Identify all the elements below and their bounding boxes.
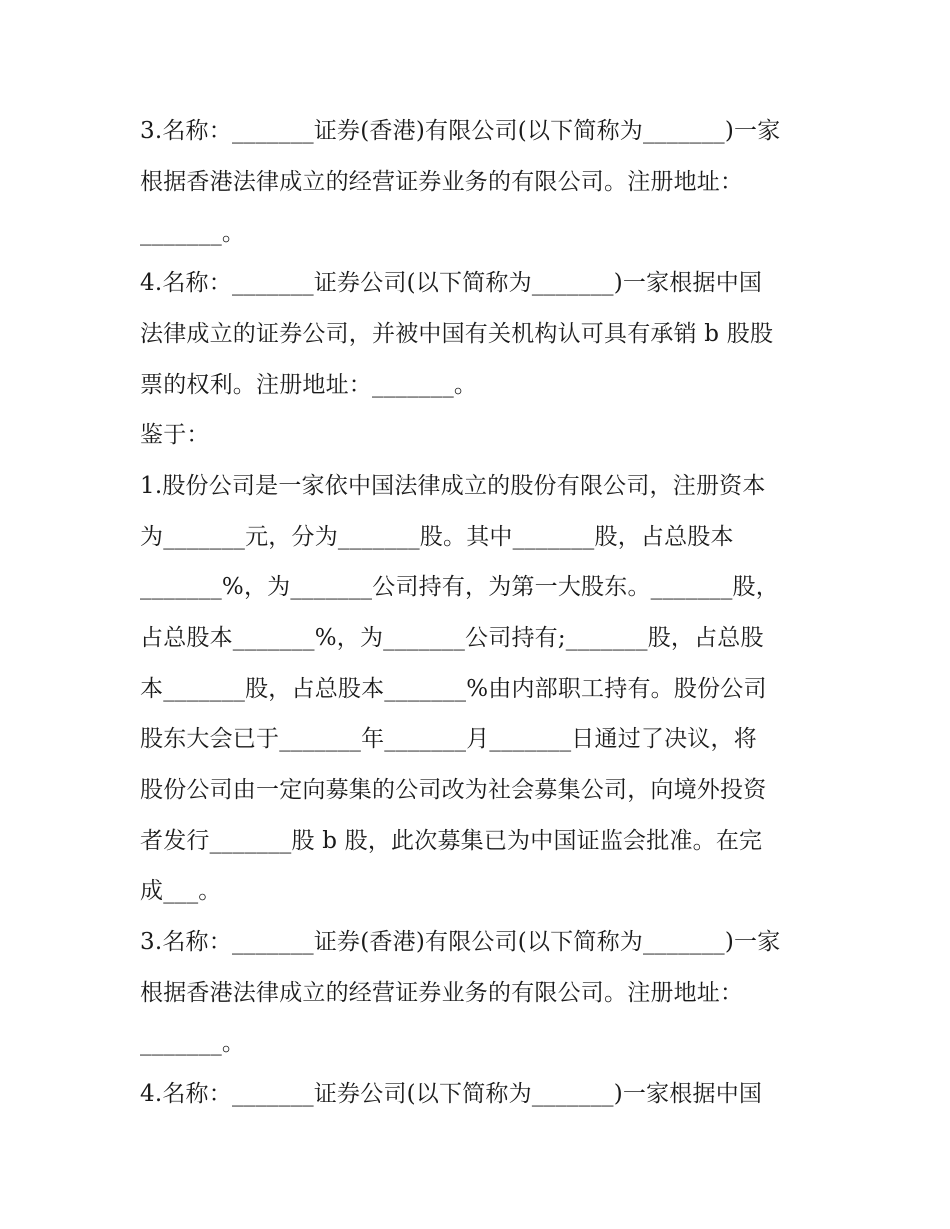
text-line-1: 3.名称：_______证券(香港)有限公司(以下简称为_______)一家 bbox=[140, 118, 781, 144]
text-line-3: _______。 bbox=[140, 220, 246, 246]
text-line-17: 3.名称：_______证券(香港)有限公司(以下简称为_______)一家 bbox=[140, 929, 781, 955]
text-line-8: 1.股份公司是一家依中国法律成立的股份有限公司，注册资本 bbox=[140, 473, 766, 499]
text-line-12: 本_______股，占总股本_______%由内部职工持有。股份公司 bbox=[140, 676, 767, 702]
text-line-15: 者发行_______股 b 股，此次募集已为中国证监会批准。在完 bbox=[140, 828, 763, 854]
text-line-6: 票的权利。注册地址：_______。 bbox=[140, 372, 478, 398]
text-line-2: 根据香港法律成立的经营证券业务的有限公司。注册地址： bbox=[140, 169, 744, 195]
text-line-5: 法律成立的证券公司，并被中国有关机构认可具有承销 b 股股 bbox=[140, 321, 774, 347]
text-line-16: 成___。 bbox=[140, 878, 222, 904]
text-line-14: 股份公司由一定向募集的公司改为社会募集公司，向境外投资 bbox=[140, 777, 767, 803]
text-line-19: _______。 bbox=[140, 1030, 246, 1056]
text-line-10: _______%，为_______公司持有，为第一大股东。_______股， bbox=[140, 574, 779, 600]
text-line-4: 4.名称：_______证券公司(以下简称为_______)一家根据中国 bbox=[140, 270, 763, 296]
text-line-18: 根据香港法律成立的经营证券业务的有限公司。注册地址： bbox=[140, 980, 744, 1006]
section-heading: 鉴于： bbox=[140, 422, 210, 448]
text-line-13: 股东大会已于_______年_______月_______日通过了决议，将 bbox=[140, 726, 757, 752]
text-line-11: 占总股本_______%，为_______公司持有;_______股，占总股 bbox=[140, 625, 764, 651]
text-line-20: 4.名称：_______证券公司(以下简称为_______)一家根据中国 bbox=[140, 1081, 763, 1107]
text-line-9: 为_______元，分为_______股。其中_______股，占总股本 bbox=[140, 524, 734, 550]
